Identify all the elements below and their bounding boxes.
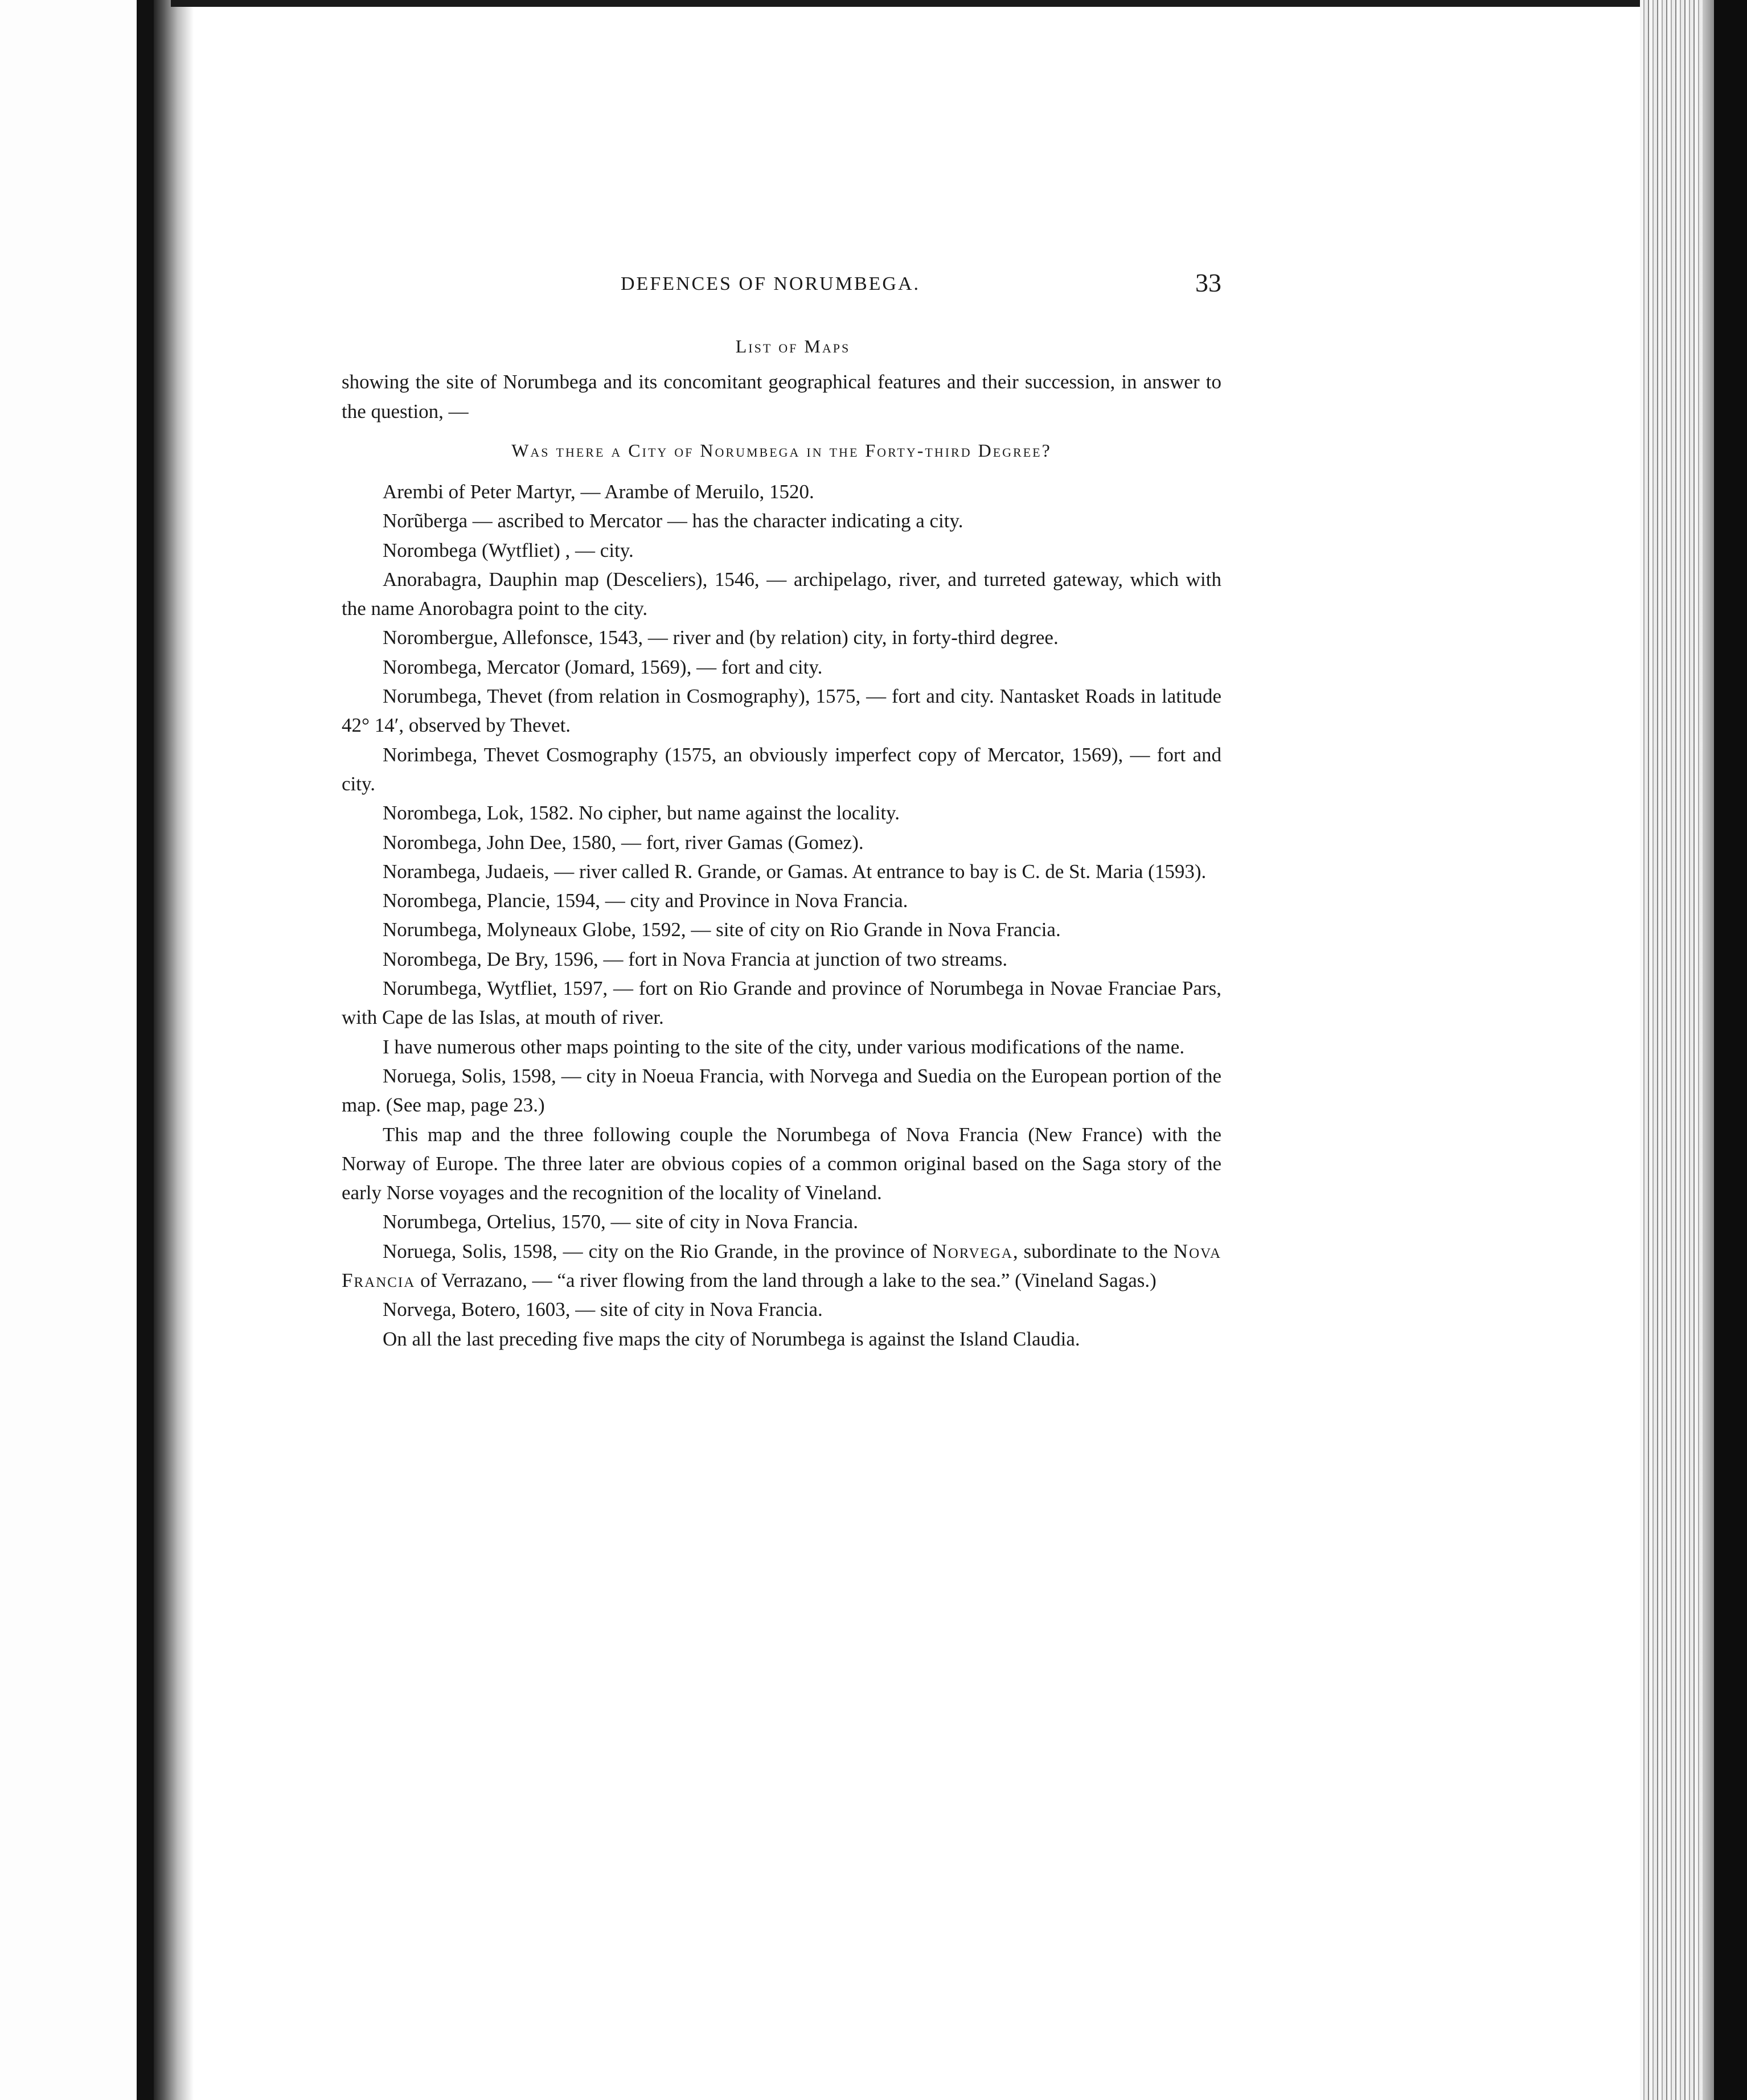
map-entry: Norombega, De Bry, 1596, — fort in Nova Francia at junction of two streams. bbox=[383, 948, 1008, 970]
entry-text: , subordinate to the bbox=[1012, 1240, 1174, 1262]
entry-text: Noruega, Solis, 1598, — city on the Rio Grande, in the province of bbox=[383, 1240, 933, 1262]
scan-edge-left bbox=[137, 0, 154, 2100]
map-entry: Norumbega, Thevet (from relation in Cosmography), 1575, — fort and city. Nantasket Roads in latitude 42° 14′, observed by Thevet. bbox=[342, 685, 1221, 737]
running-title: DEFENCES OF NORUMBEGA. bbox=[621, 273, 920, 294]
map-entries bbox=[342, 477, 1221, 1353]
binding-shadow bbox=[154, 0, 194, 2100]
map-entry: Anorabagra, Dauphin map (Desceliers), 1546, — archipelago, river, and turreted gateway, which with the name Anorobagra point to the city. bbox=[342, 568, 1221, 620]
map-entry: Norombega (Wytfliet) , — city. bbox=[383, 539, 634, 561]
map-entry: Norimbega, Thevet Cosmography (1575, an obviously imperfect copy of Mercator, 1569), — fort and city. bbox=[342, 743, 1221, 795]
map-entry: Norumbega, Molyneaux Globe, 1592, — site of city on Rio Grande in Nova Francia. bbox=[383, 918, 1061, 941]
map-entry: Norombega, John Dee, 1580, — fort, river Gamas (Gomez). bbox=[383, 831, 864, 854]
map-entry: Arembi of Peter Martyr, — Arambe of Meruilo, 1520. bbox=[383, 481, 814, 503]
map-entry-solis bbox=[342, 1237, 1221, 1295]
entry-text: of Verrazano, — “a river flowing from the land through a lake to the sea.” (Vineland Sagas.) bbox=[415, 1269, 1157, 1292]
map-entry: Norombergue, Allefonsce, 1543, — river and (by relation) city, in forty-third degree. bbox=[383, 626, 1059, 649]
page-edge-shadow-right bbox=[1703, 0, 1714, 2100]
map-entry: On all the last preceding five maps the city of Norumbega is against the Island Claudia. bbox=[383, 1327, 1080, 1350]
section-title: List of Maps bbox=[735, 336, 851, 356]
map-entry: Noruega, Solis, 1598, — city in Noeua Francia, with Norvega and Suedia on the European portion of the map. (See map, page 23.) bbox=[342, 1064, 1221, 1117]
running-head bbox=[342, 268, 1221, 307]
map-entry: Norombega, Mercator (Jomard, 1569), — fort and city. bbox=[383, 655, 823, 678]
map-entry: Norombega, Lok, 1582. No cipher, but name against the locality. bbox=[383, 802, 900, 825]
map-entry: Norombega, Plancie, 1594, — city and Province in Nova Francia. bbox=[383, 889, 908, 912]
map-entry: Norũberga — ascribed to Mercator — has the character indicating a city. bbox=[383, 510, 963, 532]
scan-edge-right bbox=[1714, 0, 1747, 2100]
map-entry: Norumbega, Wytfliet, 1597, — fort on Rio Grande and province of Norumbega in Novae Franciae Pars, with Cape de las Islas, at mouth of river. bbox=[342, 977, 1221, 1029]
page-content bbox=[342, 268, 1221, 1353]
map-entry: Norumbega, Ortelius, 1570, — site of city in Nova Francia. bbox=[383, 1211, 858, 1233]
map-entry: This map and the three following couple the Norumbega of Nova Francia (New France) with the Norway of Europe. The three later are obvious copies of a common original based on the Saga story of the early Norse voyages and the recognition of the locality of Vineland. bbox=[342, 1123, 1221, 1204]
scan-margin-left bbox=[0, 0, 137, 2100]
entry-text-smallcaps: Nova Francia bbox=[342, 1240, 1222, 1292]
map-entry: Norambega, Judaeis, — river called R. Grande, or Gamas. At entrance to bay is C. de St. Maria (1593). bbox=[383, 860, 1207, 883]
map-entry: Norvega, Botero, 1603, — site of city in Nova Francia. bbox=[383, 1298, 823, 1321]
entry-text-smallcaps: Norvega bbox=[932, 1240, 1013, 1262]
scan-edge-top bbox=[171, 0, 1640, 7]
page-number: 33 bbox=[1195, 268, 1221, 297]
intro-paragraph: showing the site of Norumbega and its concomitant geographical features and their succession, in answer to the question, — bbox=[342, 371, 1221, 423]
subtitle-question: Was there a City of Norumbega in the Forty-third Degree? bbox=[511, 440, 1052, 461]
map-entry: I have numerous other maps pointing to the site of the city, under various modifications of the name. bbox=[383, 1035, 1185, 1058]
